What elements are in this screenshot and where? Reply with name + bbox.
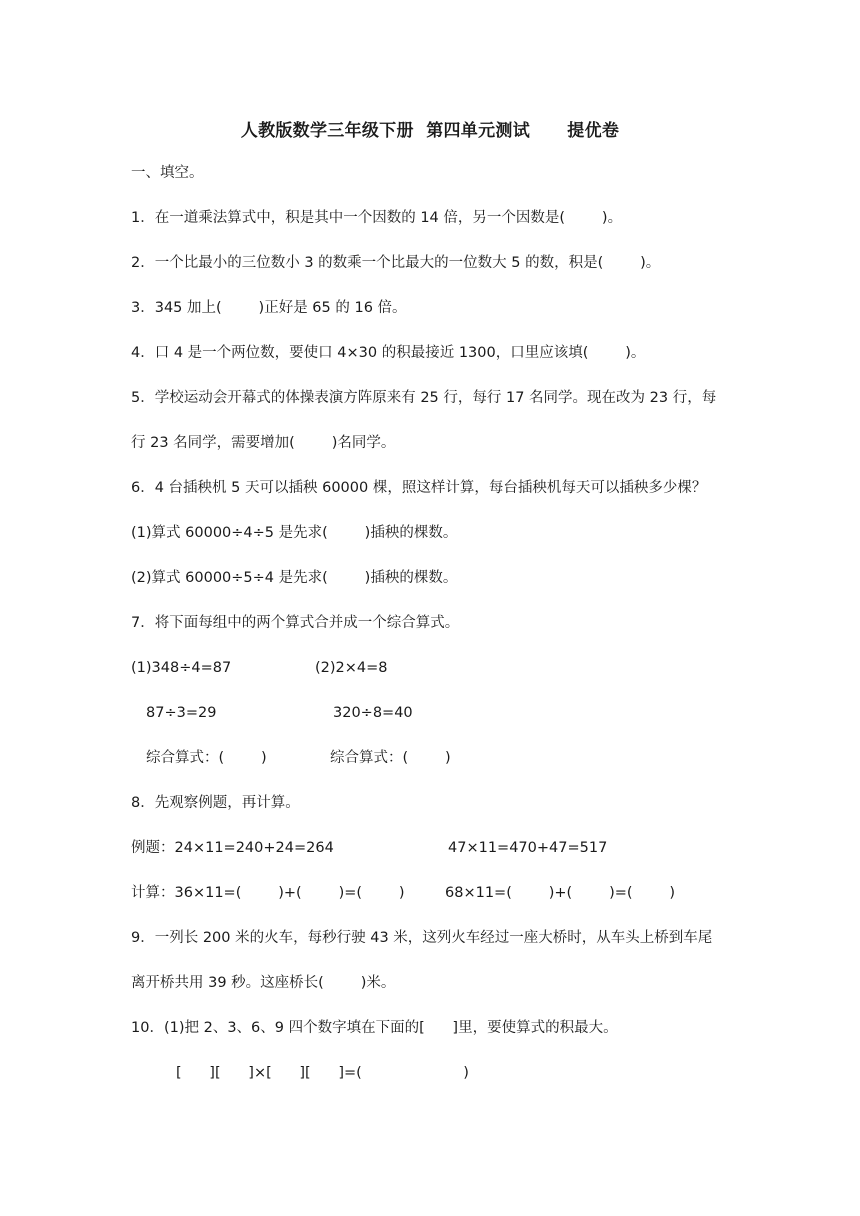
question-6: 6．4 台插秧机 5 天可以插秧 60000 棵，照这样计算，每台插秧机每天可以插秧多少棵？ <box>131 480 707 496</box>
section-heading: 一、填空。 <box>131 165 204 181</box>
question-5-line-1: 5．学校运动会开幕式的体操表演方阵原来有 25 行，每行 17 名同学。现在改为 23 行，每 <box>131 390 717 406</box>
question-6-part-1: (1)算式 60000÷4÷5 是先求( )插秧的棵数。 <box>131 525 458 541</box>
question-7: 7．将下面每组中的两个算式合并成一个综合算式。 <box>131 615 460 631</box>
q7-group-1-eq-1: (1)348÷4=87 <box>131 660 232 676</box>
question-3: 3．345 加上( )正好是 65 的 16 倍。 <box>131 300 407 316</box>
q8-calc-2: 68×11=( )+( )=( ) <box>445 885 676 901</box>
q7-group-2-combined: 综合算式：( ) <box>330 750 451 766</box>
q7-group-1-eq-2: 87÷3=29 <box>146 705 217 721</box>
question-4: 4．口 4 是一个两位数，要使口 4×30 的积最接近 1300，口里应该填( )。 <box>131 345 646 361</box>
question-8: 8．先观察例题，再计算。 <box>131 795 300 811</box>
q7-group-1-combined: 综合算式：( ) <box>146 750 267 766</box>
q7-group-2-eq-2: 320÷8=40 <box>333 705 413 721</box>
question-6-part-2: (2)算式 60000÷5÷4 是先求( )插秧的棵数。 <box>131 570 458 586</box>
q7-group-2-eq-1: (2)2×4=8 <box>315 660 388 676</box>
question-2: 2．一个比最小的三位数小 3 的数乘一个比最大的一位数大 5 的数，积是( )。 <box>131 255 661 271</box>
q8-example-2: 47×11=470+47=517 <box>448 840 608 856</box>
q10-formula: [ ][ ]×[ ][ ]=( ) <box>176 1065 469 1081</box>
q8-calc-1: 计算：36×11=( )+( )=( ) <box>131 885 405 901</box>
question-9-line-1: 9．一列长 200 米的火车，每秒行驶 43 米，这列火车经过一座大桥时，从车头上桥到车尾 <box>131 930 713 946</box>
question-9-line-2: 离开桥共用 39 秒。这座桥长( )米。 <box>131 975 396 991</box>
question-5-line-2: 行 23 名同学，需要增加( )名同学。 <box>131 435 396 451</box>
question-1: 1．在一道乘法算式中，积是其中一个因数的 14 倍，另一个因数是( )。 <box>131 210 623 226</box>
q8-example-1: 例题：24×11=240+24=264 <box>131 840 334 856</box>
question-10: 10．(1)把 2、3、6、9 四个数字填在下面的[ ]里，要使算式的积最大。 <box>131 1020 618 1036</box>
page-title: 人教版数学三年级下册 第四单元测试 提优卷 <box>240 121 620 141</box>
